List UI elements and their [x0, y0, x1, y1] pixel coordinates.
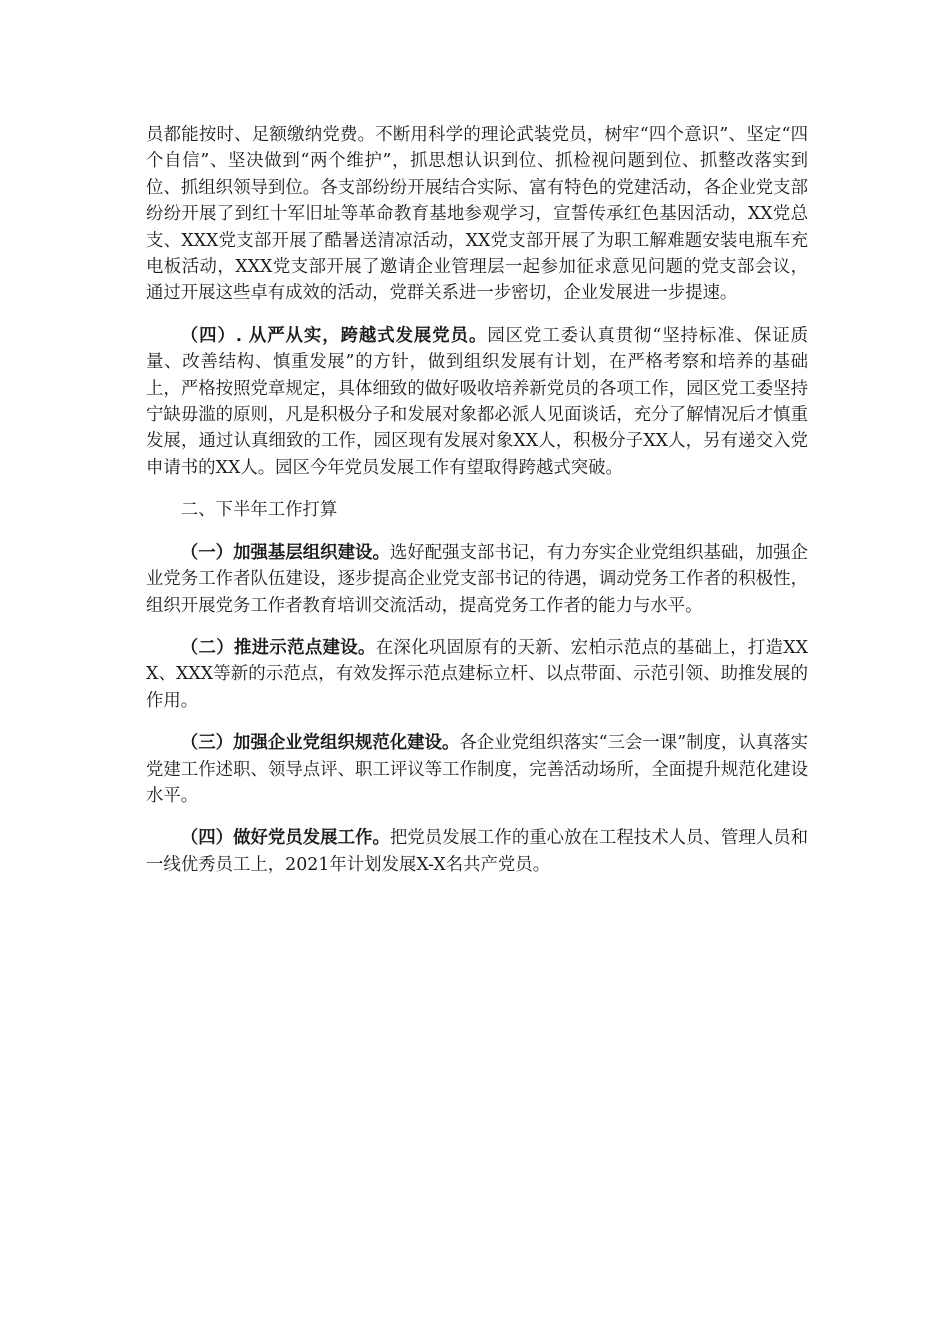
plan-item-lead: （一）加强基层组织建设。: [180, 542, 390, 563]
plan-item-4: [146, 825, 808, 878]
plan-item-lead: （二）推进示范点建设。: [180, 637, 376, 658]
plan-item-text: 把党员发展工作的重心放在工程技术人员、管理人员和一线优秀员工上，2021年计划发展X-X名共产党员。: [146, 828, 808, 875]
section-heading: 二、下半年工作打算: [180, 500, 338, 521]
plan-item-2: [146, 635, 808, 714]
paragraph-text: 园区党工委认真贯彻“坚持标准、保证质量、改善结构、慎重发展”的方针，做到组织发展有计划，在严格考察和培养的基础上，严格按照党章规定，具体细致的做好吸收培养新党员的各项工作，园区党工委坚持宁缺毋滥的原则，凡是积极分子和发展对象都必派人见面谈话，充分了解情况后才慎重发展，通过认真细致的工作，园区现有发展对象XX人，积极分子XX人，另有递交入党申请书的XX人。园区今年党员发展工作有望取得跨越式突破。: [146, 325, 808, 478]
plan-item-text: 选好配强支部书记，有力夯实企业党组织基础，加强企业党务工作者队伍建设，逐步提高企业党支部书记的待遇，调动党务工作者的积极性，组织开展党务工作者教育培训交流活动，提高党务工作者的能力与水平。: [146, 542, 808, 616]
plan-item-lead: （四）做好党员发展工作。: [180, 828, 390, 849]
document-body: [146, 122, 808, 894]
plan-item-text: 在深化巩固原有的天新、宏柏示范点的基础上，打造XXX、XXX等新的示范点，有效发挥示范点建标立杆、以点带面、示范引领、助推发展的作用。: [146, 637, 808, 711]
plan-item-text: 各企业党组织落实“三会一课”制度，认真落实党建工作述职、领导点评、职工评议等工作制度，完善活动场所，全面提升规范化建设水平。: [146, 733, 808, 806]
plan-item-1: [146, 540, 808, 619]
paragraph-lead: （四）. 从严从实，跨越式发展党员。: [180, 325, 488, 346]
plan-item-lead: （三）加强企业党组织规范化建设。: [180, 733, 460, 754]
paragraph-text: 员都能按时、足额缴纳党费。不断用科学的理论武装党员，树牢“四个意识”、坚定“四个自信”、坚决做到“两个维护”，抓思想认识到位、抓检视问题到位、抓整改落实到位、抓组织领导到位。各支部纷纷开展结合实际、富有特色的党建活动，各企业党支部纷纷开展了到红十军旧址等革命教育基地参观学习，宣誓传承红色基因活动，XX党总支、XXX党支部开展了酷暑送清凉活动，XX党支部开展了为职工解难题安装电瓶车充电板活动，XXX党支部开展了邀请企业管理层一起参加征求意见问题的党支部会议，通过开展这些卓有成效的活动，党群关系进一步密切，企业发展进一步提速。: [146, 125, 808, 304]
paragraph-party-member-development: [146, 323, 808, 481]
plan-item-3: [146, 730, 808, 809]
paragraph-continued: [146, 122, 808, 307]
